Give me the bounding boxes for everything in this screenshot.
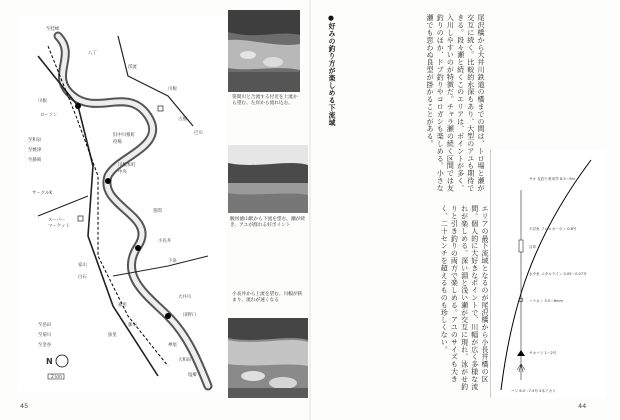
map-label-34: 塩郷 [188,373,197,378]
map-label-1: 至桂峰 [46,27,60,32]
map-label-4: 川根 [168,87,177,92]
map-label-16: 至和泉 [28,138,42,143]
map-label-23: 白石 [78,275,87,280]
section-heading: ●好みの釣り方が楽しめる下流域 [327,14,335,127]
map-label-3: 渓流 [128,65,137,70]
photo-upper-confluence [228,10,300,92]
body-column-2: エリアの最下流域となるのが尾沢橋から小長井橋の区間。個人的に大好きなポイントで、川幅が広く多様な流れが楽しめる。深い淵と浅い瀬が交互に現れ、泳がせ釣りと引き釣りの両方で楽しめる。アユのサイズも大きく、二十センチを超えるものも珍しくない。 [440,205,489,390]
tackle-hari: ハリ 6.5〜7.5号 4本イカリ [511,389,556,393]
page-gutter [309,0,311,420]
map-label-33: 大和田 [178,358,192,363]
photo-tokuyama-downstream [228,145,308,213]
map-label-20: 小長井 [158,239,172,244]
map-drawing [18,16,226,391]
photo-caption-2: 駿河徳山駅から下流を望む。瀬が続き、アユが群れる好ポイント [230,217,306,229]
map-label-9: 旧中川根町 [113,133,135,138]
map-label-21: 下泉 [168,259,177,264]
map-label-5: 古風 [178,117,187,122]
tackle-sakabari: サカバリ 1〜2号 [529,351,557,355]
map-label-29: 至島田 [38,323,52,328]
page-number-right: 44 [578,402,587,410]
map-label-11: 川根本町 [118,163,136,168]
body-column-1: 尾沢橋から大井川鉄道の橋までの間は、トロ場と瀬が交互に続く。比較的水深もあり、大型のアユも期待できる。段々瀬と続くこのエリアは、ポイントが多く、入川しやすいのが特徴だ。チャラ瀬の続く区間では友釣りのほか、ドブ釣りやコロガシも楽しめる。小さな瀬でも思わぬ良型が掛かることがある。 [425,14,485,192]
map-label-6: 巴川 [194,131,203,136]
tackle-rod: サオ 友釣り専用竿 8.5〜9m [529,177,576,181]
tackle-mejirushi: 目印 [529,245,537,249]
north-label: N [46,357,53,366]
area-map [18,16,226,391]
map-label-17: 至焼津 [28,148,42,153]
tackle-diagram [490,150,606,398]
tackle-tenjo: 天井糸 フロロカーボン 0.8号 [529,227,577,231]
map-label-25: 福用 [118,303,127,308]
tackle-line: 水中糸 メタルライン 0.05〜0.07号 [529,272,587,276]
map-label-24: 大井川 [178,295,192,300]
page-number-left: 45 [20,402,29,410]
photo-konagai-upstream [228,318,308,398]
map-label-32: 神尾 [168,343,177,348]
map-label-14: スーパー [48,218,66,223]
map-label-10: 役場 [113,140,122,145]
map-label-27: 藤川 [128,323,137,328]
map-label-12: 中央 [118,170,127,175]
map-label-22: 家山 [78,263,87,268]
tackle-hanakan: ハナカン 5.5〜6mm [529,299,564,303]
map-label-2: 八丁 [88,51,97,56]
photo-caption-3: 小長井から上流を望む。川幅が狭まり、流れが速くなる [232,292,303,304]
map-label-19: 笹間 [153,209,162,214]
map-label-30: 至菊川 [38,333,52,338]
map-label-26: 田野口 [183,313,197,318]
map-label-7: 川根 [38,99,47,104]
map-label-15: マーケット [48,224,70,229]
map-label-31: 至金谷 [38,343,52,348]
photo-caption-1: 笹間川と合流する付近を上流から望む。左岸から流れ込む。 [232,95,298,107]
scale-label: 2 km [51,375,63,380]
map-label-28: 抜里 [108,333,117,338]
map-label-13: サークルK [32,191,53,196]
map-label-8: ローソン [40,113,58,118]
map-label-18: 至静岡 [28,158,42,163]
